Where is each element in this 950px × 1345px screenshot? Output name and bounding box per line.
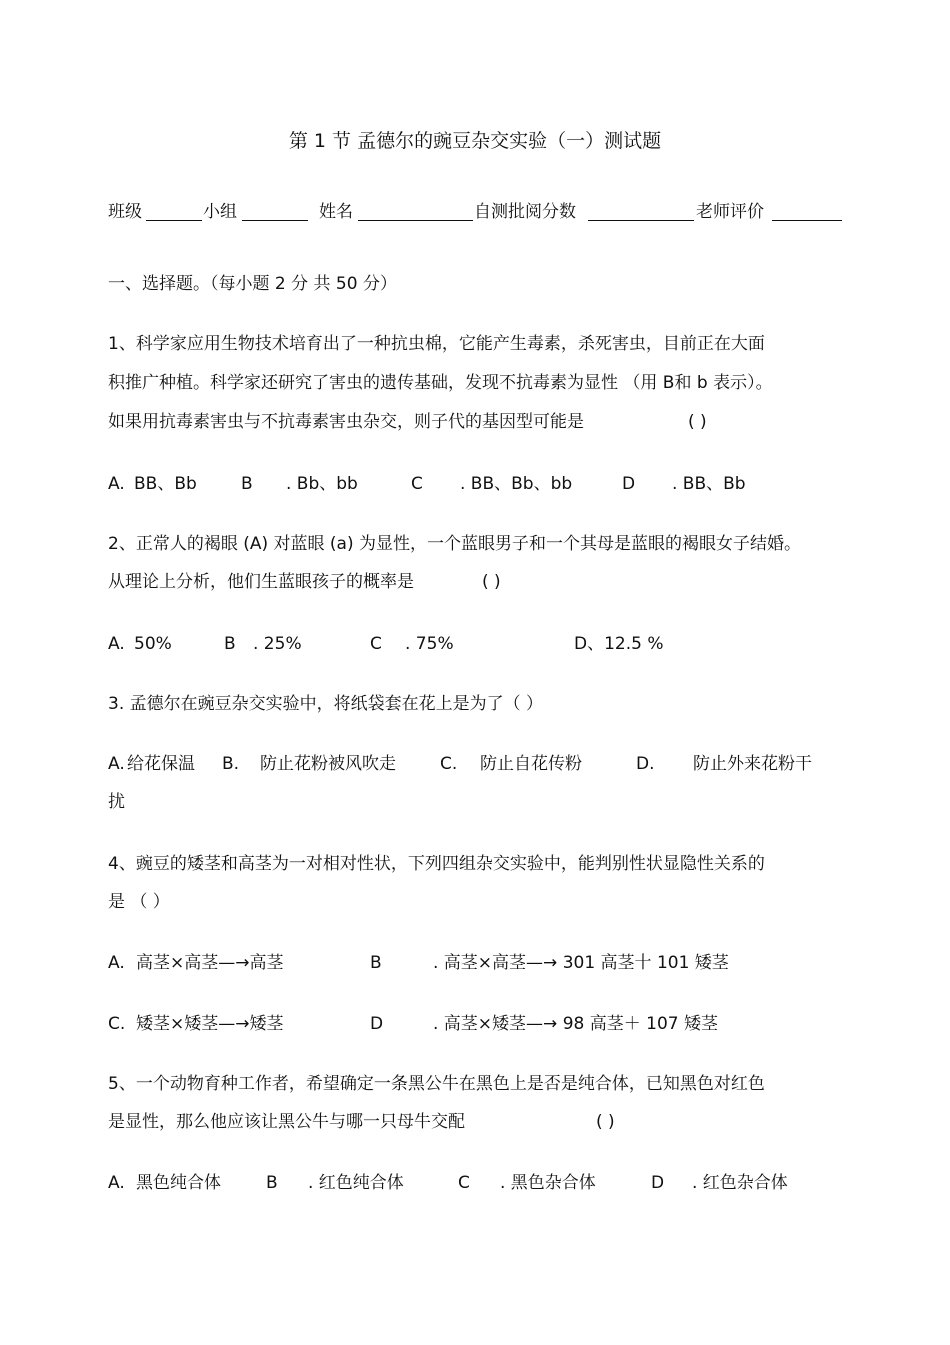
option-c-letter: C. <box>440 754 458 774</box>
question-1-answer-paren[interactable]: ( ) <box>688 412 707 432</box>
class-blank[interactable] <box>146 202 202 221</box>
option-c-text[interactable]: . BB、Bb、bb <box>460 474 573 494</box>
question-4-options-row-2 <box>108 1012 828 1036</box>
header-fields <box>108 200 848 224</box>
question-1-stem-line: 如果用抗毒素害虫与不抗毒素害虫杂交，则子代的基因型可能是 <box>108 412 584 432</box>
score-label: 自测批阅分数 <box>474 202 576 222</box>
option-c-text[interactable]: 防止自花传粉 <box>480 754 582 774</box>
option-b-text[interactable]: 防止花粉被风吹走 <box>260 754 396 774</box>
option-a-text[interactable]: BB、Bb <box>134 474 197 494</box>
option-c-text[interactable]: . 黑色杂合体 <box>500 1173 596 1193</box>
option-d-text[interactable]: D、12.5 % <box>574 634 664 654</box>
option-b-text[interactable]: . Bb、bb <box>286 474 358 494</box>
question-2-answer-paren[interactable]: ( ) <box>482 572 501 592</box>
option-b-text[interactable]: . 红色纯合体 <box>308 1173 404 1193</box>
option-d-letter: D. <box>636 754 655 774</box>
option-d-text[interactable]: . BB、Bb <box>672 474 746 494</box>
option-b-letter: B <box>266 1173 278 1193</box>
option-b-letter: B <box>241 474 253 494</box>
class-label: 班级 <box>108 202 142 222</box>
question-1-stem-line: 1、科学家应用生物技术培育出了一种抗虫棉，它能产生毒素，杀死害虫，目前正在大面 <box>108 334 765 354</box>
question-5-stem-line: 是显性，那么他应该让黑公牛与哪一只母牛交配 <box>108 1112 465 1132</box>
option-b-letter: B <box>370 953 382 973</box>
question-1-stem-line: 积推广种植。科学家还研究了害虫的遗传基础，发现不抗毒素为显性 （用 B和 b 表示）。 <box>108 373 773 393</box>
option-a-text[interactable]: 高茎×高茎—→高茎 <box>136 953 284 973</box>
score-blank[interactable] <box>588 202 694 221</box>
option-c-letter: C. <box>108 1014 126 1034</box>
option-c-letter: C <box>458 1173 470 1193</box>
question-3-option-wrap: 扰 <box>108 792 125 812</box>
option-c-letter: C <box>411 474 423 494</box>
group-label: 小组 <box>203 202 237 222</box>
teacher-label: 老师评价 <box>696 202 764 222</box>
option-a-letter: A. <box>108 474 125 494</box>
question-4-stem-line: 4、豌豆的矮茎和高茎为一对相对性状，下列四组杂交实验中，能判别性状显隐性关系的 <box>108 854 765 874</box>
option-a-letter: A. <box>108 634 125 654</box>
question-5-stem-line: 5、一个动物育种工作者，希望确定一条黑公牛在黑色上是否是纯合体，已知黑色对红色 <box>108 1074 765 1094</box>
section-heading: 一、选择题。（每小题 2 分 共 50 分） <box>108 274 397 294</box>
option-c-text[interactable]: . 75% <box>405 634 454 654</box>
question-2-stem-line: 从理论上分析，他们生蓝眼孩子的概率是 <box>108 572 414 592</box>
question-4-options-row-1 <box>108 951 828 975</box>
option-b-letter: B. <box>222 754 240 774</box>
option-a-text[interactable]: 黑色纯合体 <box>136 1173 221 1193</box>
option-d-letter: D <box>651 1173 665 1193</box>
teacher-blank[interactable] <box>772 202 842 221</box>
page-title: 第 1 节 孟德尔的豌豆杂交实验（一）测试题 <box>288 130 662 152</box>
option-b-text[interactable]: . 25% <box>253 634 302 654</box>
option-d-text[interactable]: . 红色杂合体 <box>692 1173 788 1193</box>
question-5-options <box>108 1171 828 1195</box>
option-c-letter: C <box>370 634 382 654</box>
option-a-text[interactable]: 50% <box>134 634 172 654</box>
name-blank[interactable] <box>358 202 473 221</box>
name-label: 姓名 <box>319 202 353 222</box>
option-a-text[interactable]: 给花保温 <box>127 754 195 774</box>
question-2-options <box>108 632 808 656</box>
option-c-text[interactable]: 矮茎×矮茎—→矮茎 <box>136 1014 284 1034</box>
option-d-letter: D <box>622 474 636 494</box>
group-blank[interactable] <box>242 202 308 221</box>
option-a-letter: A. <box>108 754 125 774</box>
option-d-text[interactable]: . 高茎×矮茎—→ 98 高茎＋ 107 矮茎 <box>433 1014 718 1034</box>
option-a-letter: A. <box>108 1173 125 1193</box>
option-b-letter: B <box>224 634 236 654</box>
question-3-options <box>108 752 828 776</box>
question-1-options <box>108 472 808 496</box>
option-a-letter: A. <box>108 953 125 973</box>
question-4-stem-line[interactable]: 是 （ ） <box>108 892 170 912</box>
question-5-answer-paren[interactable]: ( ) <box>596 1112 615 1132</box>
question-3-stem-line: 3. 孟德尔在豌豆杂交实验中，将纸袋套在花上是为了（ ） <box>108 694 544 714</box>
option-b-text[interactable]: . 高茎×高茎—→ 301 高茎十 101 矮茎 <box>433 953 729 973</box>
question-2-stem-line: 2、正常人的褐眼 (A) 对蓝眼 (a) 为显性，一个蓝眼男子和一个其母是蓝眼的褐眼女子结婚。 <box>108 534 802 554</box>
option-d-letter: D <box>370 1014 384 1034</box>
option-d-text[interactable]: 防止外来花粉干 <box>693 754 812 774</box>
